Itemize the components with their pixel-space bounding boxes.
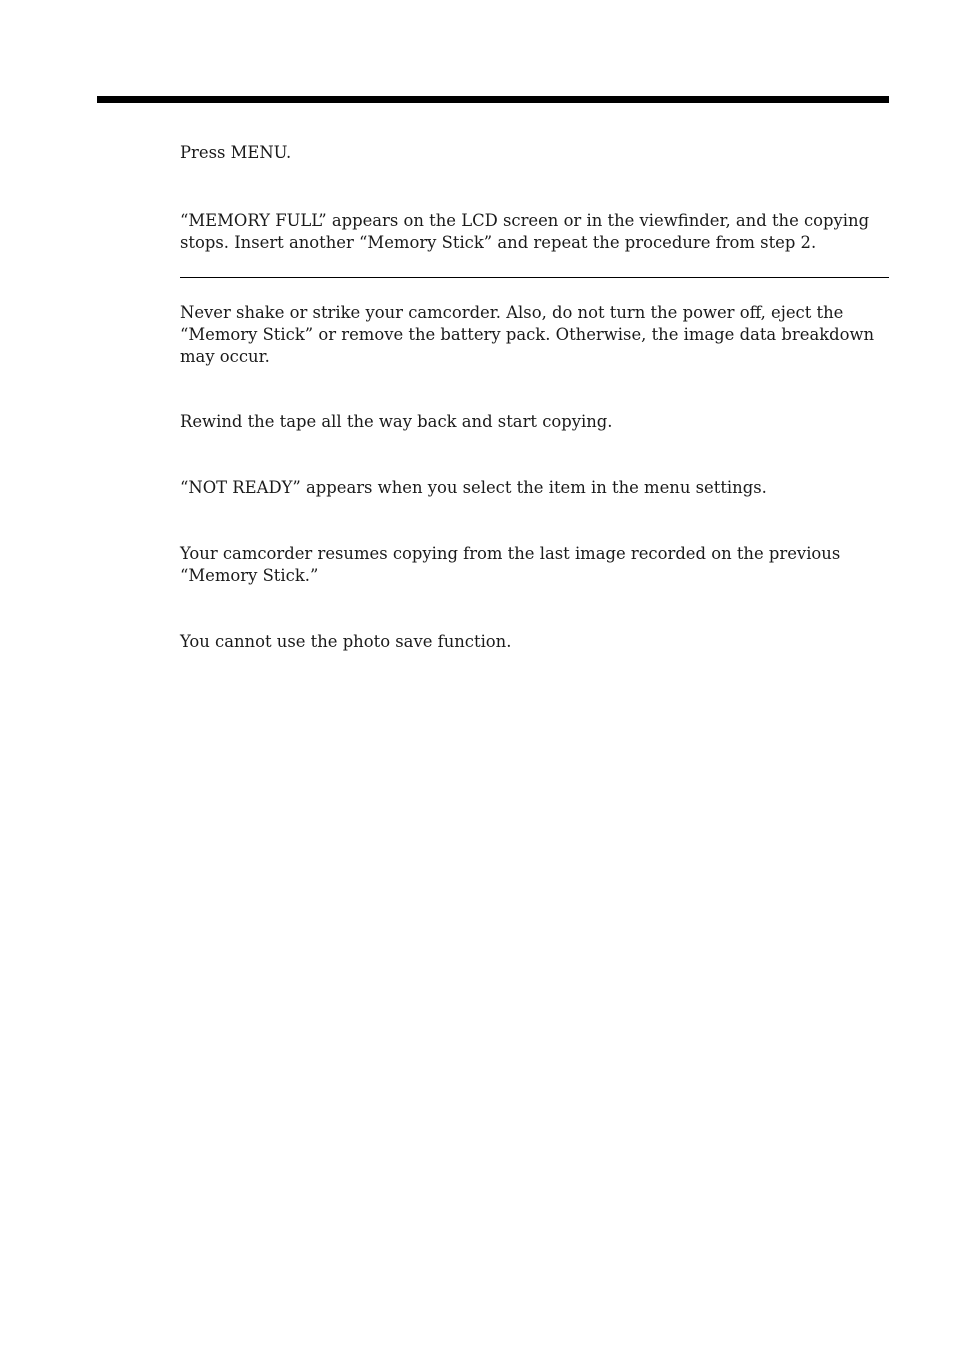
section-divider [180,277,889,278]
header-rule [97,96,889,103]
memory-full-note: “MEMORY FULL” appears on the LCD screen or in the viewfinder, and the copying stops. Insert another “Memory Stick” and repeat the procedure from step 2. [180,211,870,252]
caution-note: Never shake or strike your camcorder. Also, do not turn the power off, eject the “Memory Stick” or remove the battery pack. Otherwise, the image data breakdown may occur. [180,303,875,366]
photo-save-note: You cannot use the photo save function. [180,632,512,651]
step-instruction: Press MENU. [180,143,292,162]
resume-note: Your camcorder resumes copying from the last image recorded on the previous “Memory Stick.” [180,544,841,585]
rewind-note: Rewind the tape all the way back and start copying. [180,412,613,431]
not-ready-note: “NOT READY” appears when you select the item in the menu settings. [180,478,767,497]
